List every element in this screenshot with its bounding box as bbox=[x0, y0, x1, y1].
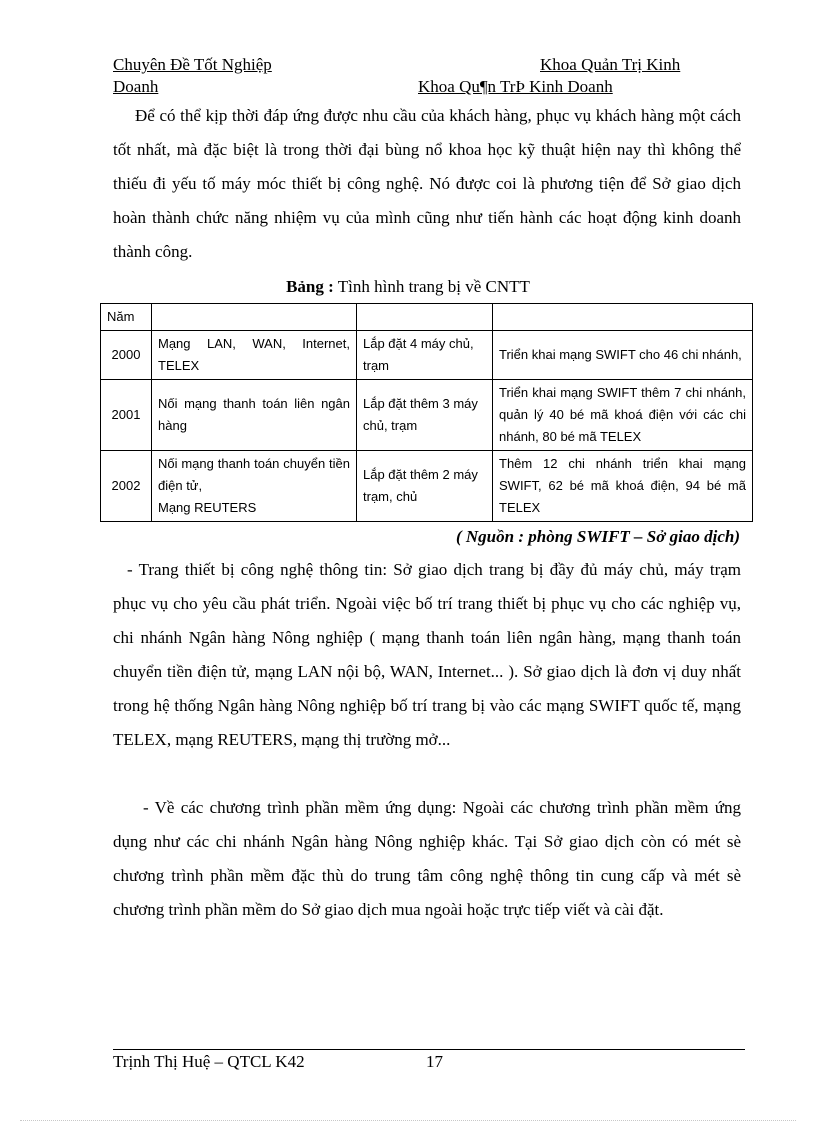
cell-network-text: Nối mạng thanh toán chuyển tiền điện tử, bbox=[158, 456, 350, 493]
cell-install: Lắp đặt 4 máy chủ, trạm bbox=[357, 331, 493, 380]
cell-deploy: Triển khai mạng SWIFT cho 46 chi nhánh, bbox=[493, 331, 753, 380]
cell-deploy: Triển khai mạng SWIFT thêm 7 chi nhánh, quản lý 40 bé mã khoá điện với các chi nhánh, 80 bé mã TELEX bbox=[493, 380, 753, 451]
cell-year: 2000 bbox=[101, 331, 152, 380]
header-left: Chuyên Đề Tốt Nghiệp bbox=[113, 55, 272, 74]
header-right: Khoa Quản Trị Kinh bbox=[540, 55, 681, 74]
table-header-row bbox=[101, 304, 753, 331]
footer-author: Trịnh Thị Huệ – QTCL K42 bbox=[113, 1052, 305, 1071]
cell-year: 2001 bbox=[101, 380, 152, 451]
table-row bbox=[101, 331, 753, 380]
page-bottom-border bbox=[20, 1120, 796, 1121]
header-cell-4 bbox=[493, 304, 753, 331]
cell-deploy: Thêm 12 chi nhánh triển khai mạng SWIFT, 62 bé mã khoá điện, 94 bé mã TELEX bbox=[493, 451, 753, 522]
software-paragraph: - Về các chương trình phần mềm ứng dụng: Ngoài các chương trình phần mềm ứng dụng như các chi nhánh Ngân hàng Nông nghiệp khác. Tại Sở giao dịch còn có mét sè chương trình phần mềm đặc thù do trung tâm công nghệ thông tin cung cấp và mét sè chương trình phần mềm do Sở giao dịch mua ngoài hoặc trực tiếp viết và cài đặt. bbox=[113, 798, 741, 919]
table-source: ( Nguồn : phòng SWIFT – Sở giao dịch) bbox=[455, 527, 740, 546]
table-caption-title: Tình hình trang bị về CNTT bbox=[333, 277, 530, 296]
cell-network: Mạng LAN, WAN, Internet, TELEX bbox=[152, 331, 357, 380]
header-cell-year: Năm bbox=[101, 304, 152, 331]
table-row bbox=[101, 380, 753, 451]
cell-network: Nối mạng thanh toán liên ngân hàng bbox=[152, 380, 357, 451]
it-equipment-table bbox=[100, 303, 753, 522]
cell-network bbox=[152, 451, 357, 522]
intro-paragraph: Để có thể kịp thời đáp ứng được nhu cầu của khách hàng, phục vụ khách hàng một cách tốt nhất, mà đặc biệt là trong thời đại bùng nổ khoa học kỹ thuật hiện nay thì không thể thiếu đi yếu tố máy móc thiết bị công nghệ. Nó được coi là phương tiện để Sở giao dịch hoàn thành chức năng nhiệm vụ của mình cũng như tiến hành các hoạt động kinh doanh thành công. bbox=[113, 106, 741, 261]
header-cell-2 bbox=[152, 304, 357, 331]
header-line2-right: Khoa Qu¶n TrÞ Kinh Doanh bbox=[418, 77, 613, 96]
table-caption-label: Bảng : bbox=[286, 277, 334, 296]
cell-network-extra: Mạng REUTERS bbox=[158, 500, 257, 515]
footer-divider bbox=[113, 1049, 745, 1050]
cell-year: 2002 bbox=[101, 451, 152, 522]
header-line2-left: Doanh bbox=[113, 77, 159, 96]
table-row bbox=[101, 451, 753, 522]
page-number: 17 bbox=[426, 1052, 443, 1071]
equipment-paragraph: - Trang thiết bị công nghệ thông tin: Sở giao dịch trang bị đầy đủ máy chủ, máy trạm phục vụ cho yêu cầu phát triển. Ngoài việc bố trí trang thiết bị phục vụ cho các nghiệp vụ, chi nhánh Ngân hàng Nông nghiệp ( mạng thanh toán liên ngân hàng, mạng thanh toán chuyển tiền điện tử, mạng LAN nội bộ, WAN, Internet... ). Sở giao dịch là đơn vị duy nhất trong hệ thống Ngân hàng Nông nghiệp bố trí trang bị vào các mạng SWIFT quốc tế, mạng TELEX, mạng REUTERS, mạng thị trường mở... bbox=[113, 560, 741, 749]
header-cell-3 bbox=[357, 304, 493, 331]
table-caption bbox=[0, 277, 816, 297]
cell-install: Lắp đặt thêm 2 máy trạm, chủ bbox=[357, 451, 493, 522]
cell-install: Lắp đặt thêm 3 máy chủ, trạm bbox=[357, 380, 493, 451]
